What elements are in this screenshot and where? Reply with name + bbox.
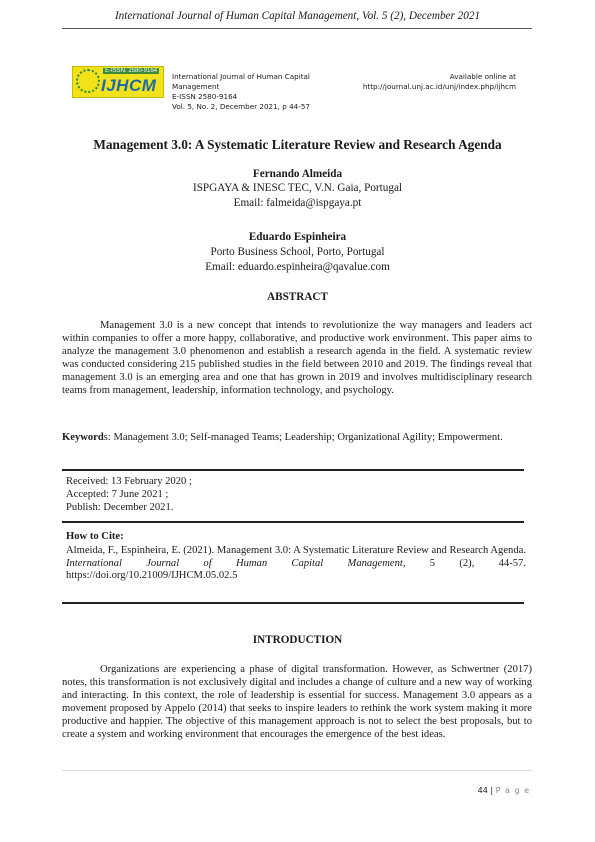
citation-part1: Almeida, F., Espinheira, E. (2021). Management 3.0: A Systematic Literature Review and Research Agenda.	[66, 545, 526, 556]
keywords	[62, 431, 532, 444]
keywords-label-suffix: s:	[103, 432, 114, 443]
journal-info	[172, 72, 310, 112]
journal-name-line2: Management	[172, 82, 220, 91]
journal-name-line1: International Journal of Human Capital	[172, 72, 310, 81]
header-rule	[62, 28, 532, 29]
author-affiliation: Porto Business School, Porto, Portugal	[210, 246, 385, 258]
logo-issn-badge: E-ISSN: 2580-9164	[105, 68, 158, 74]
author-name: Fernando Almeida	[252, 168, 343, 180]
box-rule-middle	[62, 521, 524, 523]
introduction-text: Organizations are experiencing a phase of digital transformation. However, as Schwertner (2017) notes, this transformation is not exclusively digital and includes a change of culture and a new way of working and interacting. In this context, the role of leadership is essential for success. Management 3.0 appears as a movement proposed by Appelo (2014) that seeks to inspire leaders to rethink the work system making it more productive and happier. The objective of this management approach is not to select the best proposals, but to create a system and working environment that encourages the emergence of the best ideas.	[62, 664, 532, 740]
how-to-cite-heading: How to Cite:	[66, 531, 124, 542]
introduction-heading: INTRODUCTION	[252, 634, 343, 646]
stars-ring-icon	[76, 69, 100, 93]
footer-rule	[62, 770, 532, 771]
abstract-heading: ABSTRACT	[267, 291, 328, 303]
publish-date: Publish: December 2021.	[66, 502, 174, 513]
journal-volume: Vol. 5, No. 2, December 2021, p 44-57	[172, 102, 310, 111]
author-email[interactable]: Email: eduardo.espinheira@qavalue.com	[205, 261, 390, 273]
citation-journal: International Journal of Human Capital Management	[66, 557, 403, 569]
page-separator: |	[487, 786, 496, 795]
author-name: Eduardo Espinheira	[248, 231, 347, 243]
received-date: Received: 13 February 2020 ;	[66, 476, 192, 487]
paper-title: Management 3.0: A Systematic Literature Review and Research Agenda	[93, 137, 502, 152]
journal-availability	[330, 72, 516, 92]
accepted-date: Accepted: 7 June 2021 ;	[66, 489, 169, 500]
running-header: International Journal of Human Capital Management, Vol. 5 (2), December 2021	[114, 10, 481, 22]
page-number	[440, 786, 530, 795]
box-rule-top	[62, 469, 524, 471]
keywords-text: Management 3.0; Self-managed Teams; Leadership; Organizational Agility; Empowerment.	[113, 432, 503, 443]
available-online-label: Available online at	[449, 72, 516, 81]
journal-url[interactable]: http://journal.unj.ac.id/unj/index.php/ijhcm	[362, 82, 516, 91]
keywords-label: Keyword	[62, 432, 104, 443]
author-email[interactable]: Email: falmeida@ispgaya.pt	[233, 197, 362, 209]
box-rule-bottom	[62, 602, 524, 604]
page-number-value: 44	[477, 786, 488, 795]
journal-eissn: E-ISSN 2580-9164	[172, 92, 238, 101]
abstract-text: Management 3.0 is a new concept that intends to revolutionize the way managers and leaders act within companies to offer a more happy, collaborative, and productive work environment. This paper aims to analyze the management 3.0 phenomenon and establish a research agenda in the field. A systematic review was conducted considering 215 published studies in the field between 2010 and 2019. The findings reveal that management 3.0 is an emerging area and one that has grown in 2019 and involves multidisciplinary research teams from management, leadership, information technology, and psychology.	[62, 320, 532, 396]
page-word: P a g e	[495, 786, 530, 795]
citation-part2[interactable]: , 5 (2), 44-57. https://doi.org/10.21009/IJHCM.05.02.5	[66, 557, 526, 581]
logo-text: IJHCM	[101, 76, 157, 95]
author-affiliation: ISPGAYA & INESC TEC, V.N. Gaia, Portugal	[192, 182, 403, 194]
citation-text	[66, 545, 526, 583]
journal-logo	[72, 66, 164, 98]
